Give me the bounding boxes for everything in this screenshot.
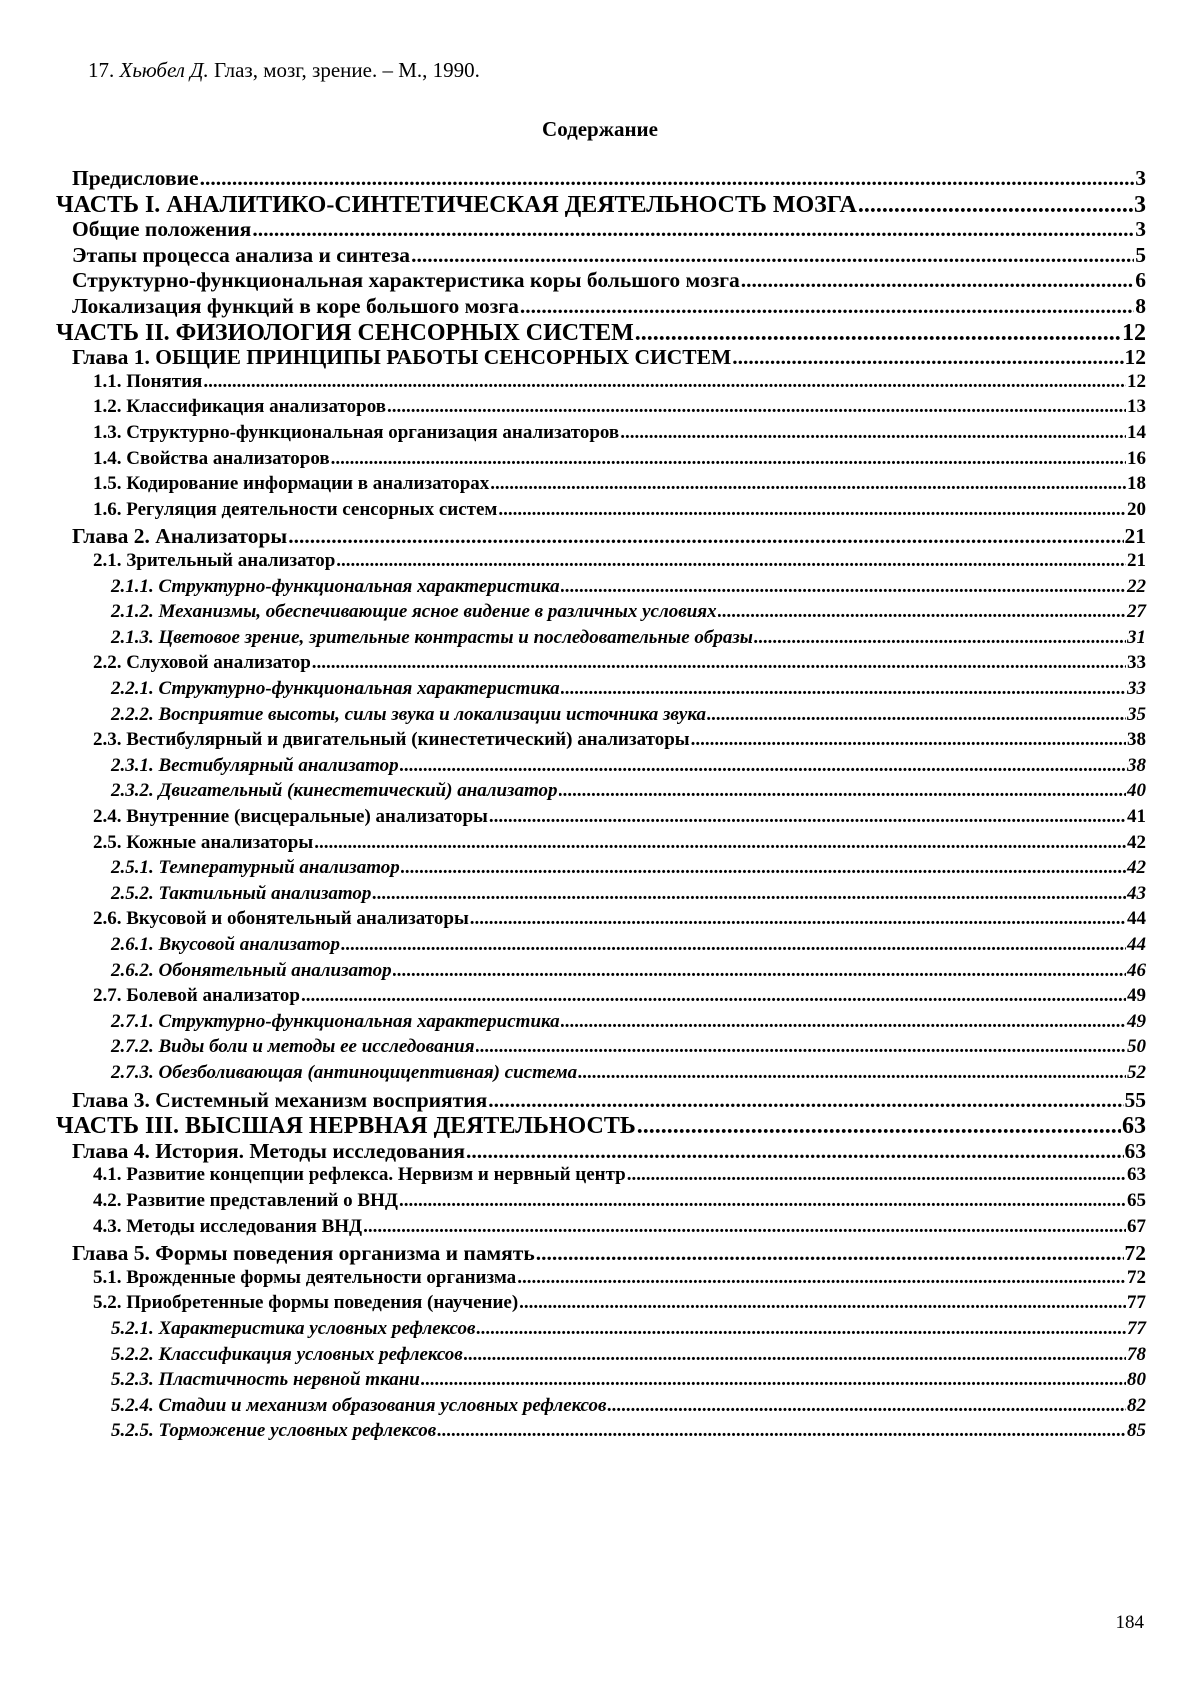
toc-entry-title: Глава 5. Формы поведения организма и память (72, 1241, 535, 1266)
toc-entry-page: 21 (1127, 550, 1146, 571)
toc-entry-page: 42 (1127, 857, 1146, 879)
toc-entry-title: 2.1.3. Цветовое зрение, зрительные контрасты и последовательные образы (111, 626, 753, 648)
toc-entry-title: Глава 2. Анализаторы (72, 524, 288, 549)
toc-entry-page: 52 (1127, 1062, 1146, 1083)
toc-leader-dots (476, 1318, 1126, 1340)
toc-entry (111, 678, 1146, 700)
toc-entry-page: 12 (1124, 345, 1146, 370)
toc-entry-page: 13 (1127, 396, 1146, 418)
toc-leader-dots (466, 1139, 1124, 1164)
toc-leader-dots (476, 1036, 1126, 1058)
toc-leader-dots (754, 627, 1126, 649)
toc-entry (93, 652, 1146, 674)
toc-leader-dots (401, 857, 1126, 879)
toc-entry (72, 294, 1146, 319)
toc-entry (111, 960, 1146, 982)
toc-leader-dots (341, 934, 1126, 956)
toc-entry-page: 42 (1127, 831, 1146, 853)
toc-entry (93, 1216, 1146, 1238)
toc-leader-dots (393, 960, 1126, 982)
toc-entry-title: 2.2.2. Восприятие высоты, силы звука и локализации источника звука (111, 703, 707, 725)
toc-entry-title: Глава 4. История. Методы исследования (72, 1138, 465, 1163)
toc-entry-title: ЧАСТЬ II. ФИЗИОЛОГИЯ СЕНСОРНЫХ СИСТЕМ (56, 319, 634, 346)
toc-entry-title: 2.3. Вестибулярный и двигательный (кинестетический) анализаторы (93, 729, 690, 751)
toc-entry-title: 2.5.2. Тактильный анализатор (111, 882, 372, 904)
toc-entry (72, 243, 1146, 268)
toc-entry-page: 49 (1127, 985, 1146, 1007)
toc-entry-title: Локализация функций в коре большого мозга (72, 294, 519, 318)
toc-leader-dots (203, 371, 1126, 393)
toc-entry-page: 41 (1127, 806, 1146, 827)
toc-entry-title: Глава 1. ОБЩИЕ ПРИНЦИПЫ РАБОТЫ СЕНСОРНЫХ СИСТЕМ (72, 345, 732, 370)
toc-entry (111, 934, 1146, 956)
toc-entry-title: 2.7.2. Виды боли и методы ее исследования (111, 1036, 475, 1058)
toc-entry (72, 217, 1146, 242)
toc-leader-dots (635, 320, 1121, 347)
toc-entry-page: 67 (1127, 1215, 1146, 1237)
toc-entry-page: 33 (1127, 678, 1146, 699)
toc-leader-dots (312, 652, 1126, 674)
toc-entry-title: 2.7.1. Структурно-функциональная характеристика (111, 1010, 560, 1032)
toc-entry-title: 5.2. Приобретенные формы поведения (научение) (93, 1292, 519, 1314)
toc-entry-title: 1.4. Свойства анализаторов (93, 447, 330, 469)
toc-entry-page: 55 (1124, 1087, 1146, 1112)
toc-entry-page: 38 (1127, 729, 1146, 751)
toc-entry-page: 8 (1135, 294, 1146, 318)
toc-entry-page: 63 (1122, 1113, 1146, 1140)
toc-entry (72, 345, 1146, 370)
toc-leader-dots (517, 1267, 1126, 1289)
toc-entry-page: 49 (1127, 1010, 1146, 1032)
toc-leader-dots (490, 473, 1126, 495)
toc-entry-page: 65 (1127, 1190, 1146, 1211)
toc-entry (111, 601, 1146, 623)
toc-entry-title: 2.5.1. Температурный анализатор (111, 857, 400, 879)
toc-entry-page: 31 (1127, 626, 1146, 648)
toc-entry (72, 166, 1146, 191)
toc-entry (111, 883, 1146, 905)
toc-entry-title: 5.2.1. Характеристика условных рефлексов (111, 1318, 476, 1339)
toc-entry-title: 2.4. Внутренние (висцеральные) анализаторы (93, 806, 488, 827)
contents-title: Содержание (542, 117, 658, 141)
toc-leader-dots (252, 217, 1134, 242)
toc-entry-page: 63 (1127, 1164, 1146, 1186)
toc-entry-title: 1.6. Регуляция деятельности сенсорных систем (93, 498, 498, 520)
toc-entry-page: 85 (1127, 1420, 1146, 1442)
toc-entry-page: 12 (1122, 319, 1146, 346)
toc-leader-dots (520, 294, 1134, 319)
toc-leader-dots (411, 243, 1134, 268)
toc-entry-title: 2.1.2. Механизмы, обеспечивающие ясное видение в различных условиях (111, 601, 717, 623)
toc-entry-title: 5.2.4. Стадии и механизм образования условных рефлексов (111, 1394, 607, 1416)
toc-leader-dots (536, 1241, 1124, 1266)
toc-entry-page: 22 (1127, 575, 1146, 597)
toc-entry-title: 4.1. Развитие концепции рефлекса. Нервизм и нервный центр (93, 1164, 626, 1186)
toc-entry (111, 1369, 1146, 1391)
toc-entry-title: 4.2. Развитие представлений о ВНД (93, 1190, 398, 1211)
reference-text: Глаз, мозг, зрение. – М., 1990. (214, 58, 480, 82)
toc-entry-page: 27 (1127, 601, 1146, 623)
toc-entry-title: 5.2.2. Классификация условных рефлексов (111, 1343, 463, 1365)
toc-entry (93, 499, 1146, 521)
toc-entry-title: 2.3.1. Вестибулярный анализатор (111, 754, 399, 776)
toc-entry (93, 1292, 1146, 1314)
toc-entry (111, 780, 1146, 802)
toc-leader-dots (741, 268, 1135, 293)
toc-entry (93, 550, 1146, 572)
toc-entry (93, 396, 1146, 418)
toc-entry (72, 1139, 1146, 1164)
toc-leader-dots (400, 755, 1126, 777)
toc-entry-page: 14 (1127, 422, 1146, 443)
reference-number: 17. (88, 58, 115, 82)
toc-entry (93, 1190, 1146, 1212)
toc-leader-dots (559, 780, 1127, 802)
toc-entry-page: 43 (1127, 882, 1146, 904)
toc-entry-title: Структурно-функциональная характеристика коры большого мозга (72, 268, 740, 293)
toc-entry-page: 80 (1127, 1369, 1146, 1391)
toc-leader-dots (372, 883, 1126, 905)
toc-entry-title: 4.3. Методы исследования ВНД (93, 1215, 363, 1237)
toc-leader-dots (363, 1216, 1126, 1238)
toc-entry-title: 5.1. Врожденные формы деятельности организма (93, 1266, 517, 1288)
toc-entry (72, 1088, 1146, 1113)
toc-entry (111, 1344, 1146, 1366)
toc-entry-title: 2.7.3. Обезболивающая (антиноцицептивная) система (111, 1062, 578, 1083)
toc-entry (111, 1062, 1146, 1084)
toc-leader-dots (732, 345, 1123, 370)
toc-entry-page: 18 (1127, 473, 1146, 495)
toc-entry-title: 2.6.1. Вкусовой анализатор (111, 934, 341, 955)
toc-leader-dots (707, 704, 1126, 726)
toc-entry-page: 3 (1135, 217, 1146, 242)
toc-entry-page: 72 (1124, 1241, 1146, 1266)
toc-leader-dots (488, 1088, 1123, 1113)
toc-entry-page: 77 (1127, 1318, 1146, 1339)
toc-entry (111, 1011, 1146, 1033)
toc-leader-dots (489, 806, 1126, 828)
toc-entry-title: Предисловие (72, 166, 199, 190)
toc-entry-page: 5 (1135, 242, 1146, 267)
toc-entry-page: 33 (1127, 652, 1146, 674)
toc-entry-page: 35 (1127, 703, 1146, 725)
toc-entry (93, 832, 1146, 854)
toc-entry (93, 806, 1146, 828)
toc-entry (93, 985, 1146, 1007)
toc-entry-page: 44 (1127, 934, 1146, 955)
toc-entry-title: 2.2. Слуховой анализатор (93, 652, 311, 674)
toc-entry-title: 2.1. Зрительный анализатор (93, 550, 336, 571)
toc-leader-dots (691, 729, 1126, 751)
toc-entry-title: 1.5. Кодирование информации в анализаторах (93, 473, 490, 495)
toc-entry (93, 448, 1146, 470)
toc-entry-title: 5.2.3. Пластичность нервной ткани (111, 1369, 420, 1391)
toc-entry-page: 6 (1135, 268, 1146, 293)
toc-leader-dots (470, 908, 1126, 930)
toc-leader-dots (620, 422, 1126, 444)
toc-entry-title: Этапы процесса анализа и синтеза (72, 242, 411, 267)
page-number: 184 (1115, 1612, 1144, 1633)
toc-entry-page: 40 (1127, 780, 1146, 802)
toc-entry (72, 268, 1146, 293)
toc-entry-page: 3 (1134, 191, 1146, 218)
toc-leader-dots (387, 396, 1126, 418)
toc-entry-title: 2.1.1. Структурно-функциональная характеристика (111, 575, 560, 597)
toc-leader-dots (718, 601, 1126, 623)
toc-leader-dots (399, 1190, 1126, 1212)
toc-entry (93, 908, 1146, 930)
toc-leader-dots (301, 985, 1126, 1007)
toc-entry-title: 2.5. Кожные анализаторы (93, 831, 314, 853)
toc-entry-title: 2.7. Болевой анализатор (93, 985, 300, 1007)
toc-entry (93, 422, 1146, 444)
toc-leader-dots (498, 499, 1126, 521)
toc-entry-page: 16 (1127, 447, 1146, 469)
toc-entry (56, 320, 1146, 347)
toc-entry-page: 44 (1127, 908, 1146, 930)
toc-leader-dots (288, 524, 1123, 549)
toc-entry-page: 50 (1127, 1036, 1146, 1058)
toc-leader-dots (578, 1062, 1126, 1084)
toc-entry-page: 12 (1127, 370, 1146, 392)
toc-leader-dots (336, 550, 1126, 572)
toc-entry-title: ЧАСТЬ III. ВЫСШАЯ НЕРВНАЯ ДЕЯТЕЛЬНОСТЬ (56, 1113, 636, 1140)
toc-entry (111, 704, 1146, 726)
toc-entry-title: Глава 3. Системный механизм восприятия (72, 1087, 488, 1112)
toc-entry-page: 38 (1127, 754, 1146, 776)
toc-entry-title: Общие положения (72, 217, 252, 242)
reference-author: Хьюбел Д. (119, 58, 209, 82)
toc-entry (72, 524, 1146, 549)
toc-entry-page: 78 (1127, 1343, 1146, 1365)
toc-entry-page: 72 (1127, 1266, 1146, 1288)
toc-entry-title: 2.6.2. Обонятельный анализатор (111, 959, 392, 981)
toc-leader-dots (437, 1420, 1126, 1442)
toc-entry-title: 1.3. Структурно-функциональная организация анализаторов (93, 422, 620, 443)
toc-leader-dots (421, 1369, 1126, 1391)
toc-leader-dots (331, 448, 1126, 470)
toc-leader-dots (561, 678, 1126, 700)
toc-leader-dots (200, 166, 1135, 191)
toc-entry (56, 192, 1146, 219)
toc-entry (93, 371, 1146, 393)
toc-leader-dots (607, 1395, 1126, 1417)
toc-entry (93, 729, 1146, 751)
toc-entry-title: ЧАСТЬ I. АНАЛИТИКО-СИНТЕТИЧЕСКАЯ ДЕЯТЕЛЬНОСТЬ МОЗГА (56, 191, 857, 218)
toc-entry (93, 473, 1146, 495)
toc-entry (93, 1164, 1146, 1186)
toc-entry (111, 755, 1146, 777)
toc-entry-page: 77 (1127, 1292, 1146, 1314)
toc-leader-dots (314, 832, 1126, 854)
toc-entry (111, 857, 1146, 879)
toc-entry (111, 1036, 1146, 1058)
toc-entry-page: 3 (1135, 166, 1146, 190)
toc-entry-title: 1.1. Понятия (93, 370, 203, 392)
toc-entry-page: 46 (1127, 959, 1146, 981)
bibliography-entry (88, 58, 480, 83)
toc-entry-title: 5.2.5. Торможение условных рефлексов (111, 1420, 437, 1442)
toc-entry-title: 2.2.1. Структурно-функциональная характеристика (111, 678, 560, 699)
toc-leader-dots (637, 1113, 1121, 1140)
toc-entry-title: 2.3.2. Двигательный (кинестетический) анализатор (111, 780, 558, 802)
toc-leader-dots (627, 1164, 1126, 1186)
toc-entry (56, 1113, 1146, 1140)
toc-entry (111, 1420, 1146, 1442)
toc-leader-dots (561, 576, 1126, 598)
toc-leader-dots (464, 1344, 1126, 1366)
toc-entry (111, 576, 1146, 598)
toc-entry (111, 1318, 1146, 1340)
toc-entry (72, 1241, 1146, 1266)
toc-leader-dots (519, 1292, 1126, 1314)
toc-entry-title: 2.6. Вкусовой и обонятельный анализаторы (93, 908, 469, 930)
toc-entry (93, 1267, 1146, 1289)
toc-entry-page: 82 (1127, 1394, 1146, 1416)
toc-entry-page: 63 (1124, 1138, 1146, 1163)
toc-entry-page: 20 (1127, 498, 1146, 520)
toc-entry (111, 1395, 1146, 1417)
toc-entry (111, 627, 1146, 649)
toc-entry-title: 1.2. Классификация анализаторов (93, 396, 386, 418)
toc-entry-page: 21 (1124, 524, 1146, 549)
toc-leader-dots (561, 1011, 1126, 1033)
toc-leader-dots (858, 192, 1133, 219)
